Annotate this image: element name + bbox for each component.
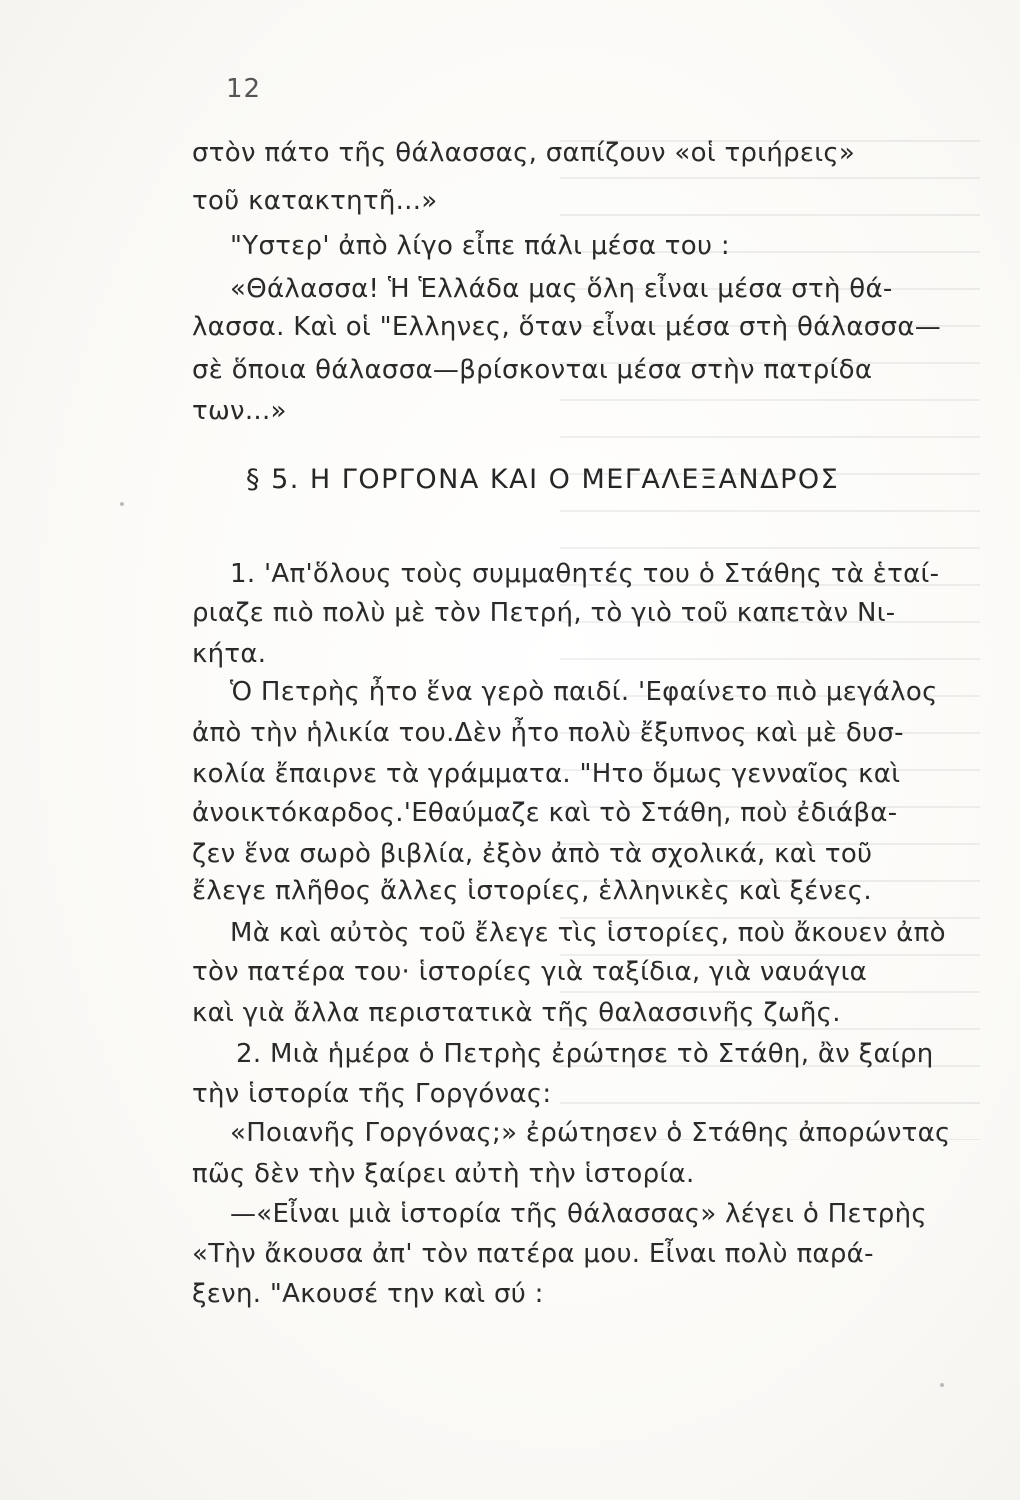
text-line: «Τὴν ἄκουσα ἀπ' τὸν πατέρα μου. Εἶναι πολὺ παρά- [192, 1239, 874, 1269]
text-line: 1. 'Απ'ὅλους τοὺς συμμαθητές του ὁ Στάθης τὰ ἑταί- [230, 559, 940, 589]
text-line: ξενη. "Ακουσέ την καὶ σύ : [192, 1279, 544, 1309]
text-line: ριαζε πιὸ πολὺ μὲ τὸν Πετρή, τὸ γιὸ τοῦ καπετὰν Νι- [192, 598, 896, 628]
text-line: σὲ ὅποια θάλασσα—βρίσκονται μέσα στὴν πατρίδα [192, 355, 873, 385]
text-line: «Θάλασσα! Ἡ Ἑλλάδα μας ὅλη εἶναι μέσα στὴ θά- [230, 274, 893, 304]
text-line: των...» [192, 396, 287, 426]
text-line: τὸν πατέρα του· ἱστορίες γιὰ ταξίδια, γιὰ ναυάγια [192, 957, 868, 987]
text-line: ἔλεγε πλῆθος ἄλλες ἱστορίες, ἑλληνικὲς καὶ ξένες. [192, 876, 872, 906]
text-line: Μὰ καὶ αὐτὸς τοῦ ἔλεγε τὶς ἱστορίες, ποὺ ἄκουεν ἀπὸ [230, 918, 946, 948]
text-line: τὴν ἱστορία τῆς Γοργόνας: [192, 1079, 552, 1109]
text-line: καὶ γιὰ ἄλλα περιστατικὰ τῆς θαλασσινῆς ζωῆς. [192, 998, 841, 1028]
text-line: ζεν ἕνα σωρὸ βιβλία, ἐξὸν ἀπὸ τὰ σχολικά, καὶ τοῦ [192, 839, 873, 869]
text-line: κολία ἔπαιρνε τὰ γράμματα. "Ητο ὅμως γενναῖος καὶ [192, 759, 901, 789]
text-line: Ὁ Πετρὴς ἦτο ἕνα γερὸ παιδί. 'Εφαίνετο πιὸ μεγάλος [230, 677, 938, 707]
paper-speck [940, 1383, 944, 1387]
page-number: 12 [226, 74, 262, 104]
text-line: 2. Μιὰ ἡμέρα ὁ Πετρὴς ἐρώτησε τὸ Στάθη, ἂν ξαίρη [236, 1039, 934, 1069]
section-heading: § 5. Η ΓΟΡΓΟΝΑ ΚΑΙ Ο ΜΕΓΑΛΕΞΑΝΔΡΟΣ [246, 464, 840, 495]
text-line: λασσα. Καὶ οἱ "Ελληνες, ὅταν εἶναι μέσα στὴ θάλασσα— [192, 312, 942, 342]
paper-speck [120, 502, 124, 506]
text-line: «Ποιανῆς Γοργόνας;» ἐρώτησεν ὁ Στάθης ἀπορώντας [230, 1118, 951, 1148]
text-line: τοῦ κατακτητῆ...» [192, 186, 438, 216]
text-line: στὸν πάτο τῆς θάλασσας, σαπίζουν «οἱ τριήρεις» [192, 138, 856, 168]
text-line: πῶς δὲν τὴν ξαίρει αὐτὴ τὴν ἱστορία. [192, 1159, 695, 1189]
text-line: —«Εἶναι μιὰ ἱστορία τῆς θάλασσας» λέγει ὁ Πετρὴς [230, 1199, 927, 1229]
text-line: ἀνοικτόκαρδος.'Εθαύμαζε καὶ τὸ Στάθη, ποὺ ἐδιάβα- [192, 798, 898, 828]
text-line: "Υστερ' ἀπὸ λίγο εἶπε πάλι μέσα του : [230, 231, 730, 261]
text-line: κήτα. [192, 639, 267, 669]
text-line: ἀπὸ τὴν ἡλικία του.Δὲν ἦτο πολὺ ἔξυπνος καὶ μὲ δυσ- [192, 718, 904, 748]
